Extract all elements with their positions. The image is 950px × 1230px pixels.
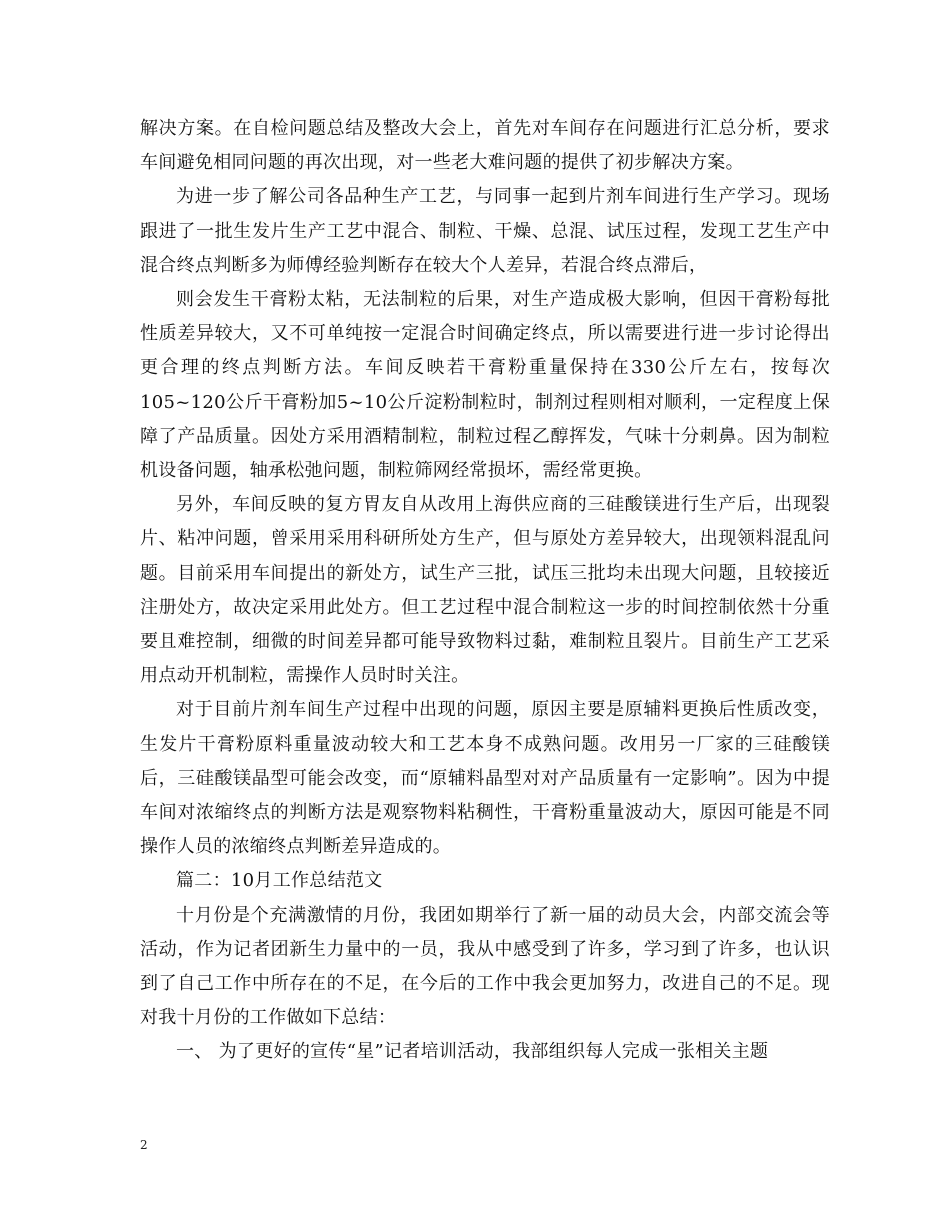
paragraph-4: 另外，车间反映的复方胃友自从改用上海供应商的三硅酸镁进行生产后，出现裂片、粘冲问题，曾采用采用科研所处方生产，但与原处方差异较大，出现领料混乱问题。目前采用车间提出的新处方，试生产三批，试压三批均未出现大问题，且较接近注册处方，故决定采用此处方。但工艺过程中混合制粒这一步的时间控制依然十分重要且难控制，细微的时间差异都可能导致物料过黏，难制粒且裂片。目前生产工艺采用点动开机制粒，需操作人员时时关注。 [140,494,830,687]
section-heading: 篇二：10月工作总结范文 [176,870,383,892]
paragraph-3: 则会发生干膏粉太粘，无法制粒的后果，对生产造成极大影响，但因干膏粉每批性质差异较大，又不可单纯按一定混合时间确定终点，所以需要进行进一步讨论得出更合理的终点判断方法。车间反映若干膏粉重量保持在330公斤左右，按每次105~120公斤干膏粉加5~10公斤淀粉制粒时，制剂过程则相对顺利，一定程度上保障了产品质量。因处方采用酒精制粒，制粒过程乙醇挥发，气味十分刺鼻。因为制粒机设备问题，轴承松弛问题，制粒筛网经常损坏，需经常更换。 [140,289,830,482]
paragraph-1: 解决方案。在自检问题总结及整改大会上，首先对车间存在问题进行汇总分析，要求车间避免相同问题的再次出现，对一些老大难问题的提供了初步解决方案。 [140,118,830,174]
paragraph-5: 对于目前片剂车间生产过程中出现的问题，原因主要是原辅料更换后性质改变，生发片干膏粉原料重量波动较大和工艺本身不成熟问题。改用另一厂家的三硅酸镁后，三硅酸镁晶型可能会改变，而“原辅料晶型对对产品质量有一定影响”。因为中提车间对浓缩终点的判断方法是观察物料粘稠性，干膏粉重量波动大，原因可能是不同操作人员的浓缩终点判断差异造成的。 [140,699,830,858]
document-body [140,112,830,1070]
paragraph-6: 十月份是个充满激情的月份，我团如期举行了新一届的动员大会，内部交流会等活动，作为记者团新生力量中的一员，我从中感受到了许多，学习到了许多，也认识到了自己工作中所存在的不足，在今后的工作中我会更加努力，改进自己的不足。现对我十月份的工作做如下总结： [140,904,830,1029]
paragraph-2: 为进一步了解公司各品种生产工艺，与同事一起到片剂车间进行生产学习。现场跟进了一批生发片生产工艺中混合、制粒、干燥、总混、试压过程，发现工艺生产中混合终点判断多为师傅经验判断存在较大个人差异，若混合终点滞后， [140,186,830,276]
page-number: 2 [140,1138,148,1152]
paragraph-7: 一、 为了更好的宣传“星”记者培训活动，我部组织每人完成一张相关主题 [176,1041,769,1063]
